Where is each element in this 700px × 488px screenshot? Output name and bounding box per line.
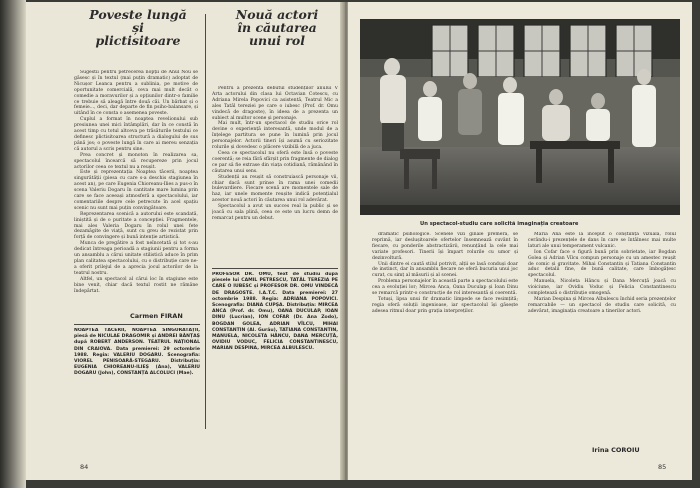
article1-title-line: Poveste lungă: [89, 7, 187, 22]
article2-paragraph: Ceea ce spectacolul nu oferă este însă o poveste coerentă; se reia fără sfârșit prin fragmente de dialog ce par să fie extrase din viața cotidiană, rămânând în căutarea unui sens.: [212, 150, 338, 174]
article2-body: [212, 86, 338, 264]
right-paragraph: Problema personajelor în această parte a spectacolului este cea a evoluției lor; Mircea Anca, Oana Duculap și Ioan Dinu se remarcă printr-o construcție de rol interesantă și coerentă.: [372, 279, 518, 297]
right-column-1: [372, 232, 518, 454]
right-paragraph: dramatic psihologice. Scenele vizi ginale premeră, se reprimă, iar deslușitoarele ofertelor însemnează cuvânt în fiecare, cu ponderile abstractizării, renunțând la cele mai variate profesori. Tinerii își împart rolurile cu umor și dezinvoltură.: [372, 232, 518, 261]
article1-paragraph: Prea concret și monoton în realizarea sa, spectacolul încearcă să recupereze prin jocul actorilor ceea ce textul nu a reușit.: [74, 152, 198, 170]
page-number-left: 84: [80, 463, 89, 471]
article1-paragraph: Munca de pregătire a fost neîncetată și tot s-au dedicat întreaga perioadă a stagiunii pentru a forma un ansamblu a cărui unitate stilistică aduce în prim plan calitatea spectacolului, cu o distribuție care ne-a oferit prilejul de a aprecia jocul actorilor de la teatrul nostru.: [74, 241, 198, 276]
article1-body: [74, 70, 198, 300]
article1-signature: Carmen FIRAN: [130, 312, 183, 320]
article1-paragraph: Reprezentarea scenică a autorului este scandată, liniștită și de o puritate a concepției. Fragmentele, mai ales Valeria Dogaru în rolul unei fete dezamăgite de viață, sunt cu greu de rezistat prin forță de convingere și bună intenție artistică.: [74, 211, 198, 241]
article1-paragraph: Altfel, un spectacol al cărui loc în stagiune este bine venit, chiar dacă textul rostit ne rămâne îndepărtat.: [74, 276, 198, 294]
article2-paragraph: Spectacolul a avut un succes real la public și se joacă cu sala plină, ceea ce este un lucru demn de remarcat pentru un debut.: [212, 204, 338, 221]
article2-title-line: în căutarea: [237, 20, 317, 35]
right-paragraph: Marian Despina și Mircea Albulescu închid seria prezențelor remarcabile — un spectacol de studiu care solicită, cu adevărat, imaginația creatoare a tinerilor actori.: [528, 296, 676, 314]
left-page: [26, 2, 344, 480]
article2-title-line: unui rol: [248, 33, 306, 48]
article2-paragraph: Studenții au reușit să construiască personaje vii, chiar dacă sunt prinse în rama unei comedii bulevardiere. Fiecare scenă are momentele sale de haz, iar unele momente reușite indică potențialul acestor nouă actori în căutarea unui rol adevărat.: [212, 174, 338, 204]
article2-paragraph: Pentru a prezenta debutul studenților anului V Arta actorului din clasa lui Octavian Cotescu, cu Adriana Mirela Popovici ca asistentă, Teatrul Mic a ales Tatăl tereziei pe care o iubesc (Prof. dr. Omu vindecă de dragoste), în ideea de a prezenta un subiect al multor scene și personaje.: [212, 86, 338, 121]
right-paragraph: Totuși, lipsa unui fir dramatic limpede se face resimțită; regia oferă soluții ingenioase, iar spectacolul își găsește adesea ritmul doar prin grația interpreților.: [372, 296, 518, 314]
right-paragraph: Unii dintre ei caută stilul potrivit, alții se lasă conduși doar de instinct, dar în ansamblu fiecare ne oferă bucuria unui joc curat, cu simț al măsurii și al scenei.: [372, 261, 518, 279]
right-signature: Irina COROIU: [592, 446, 640, 454]
book-edge: [0, 0, 26, 488]
article1-title: [88, 8, 188, 47]
page-number-right: 85: [658, 463, 667, 471]
article1-paragraph: Sugestii pentru petrecerea nopții de Anul Nou se găsesc și în textul (mai puțin dramatic) adoptat de Nicușor Leanca pentru a sublinia, pe motive de oportunitate comercială, ceva mai mult decât o comedie a moravurilor și a opțiunilor dintr-o familie ce trebuie să aleagă între două căi. Un bărbat și o femeie..., deci, dar departe de fin psiho-balansare, și uitând în ce consta o asemenea poveste.: [74, 70, 198, 117]
column-divider: [205, 14, 206, 429]
article2-credits: PROFESOR DR. OMU, text de studiu după piesele lui CAMIL PETRESCU, TATĂL TEREZIA PE CARE O IUBESC și PROFESOR DR. OMU VINDECĂ DE DRAGOSTE. I.A.T.C. Data premierei: 27 octombrie 1988. Regia: ADRIANA POPOVICI. Scenografia: DIANA CUPȘA. Distribuția: MIRCEA ANCA (Prof. dr. Omu), OANA DUCULAP, IOAN DINU (Lucrian), ION COFAR (Dr. Ana Zodo), BOGDAN GOLEA, ADRIAN VÎLCU, MIHAI CONSTANTIN (Al. Gurău), TATIANA CONSTANTIN, MANUELA, NICOLETA HÂNCU, DANA MERCUȚĂ, OVIDIU VODUC, FELICIA CONSTANTINESCU, MARIAN DESPINA, MIRCEA ALBULESCU.: [212, 272, 338, 352]
stage-photo-image: [360, 19, 680, 215]
article1-credits: NOAPTEA TĂCERII, NOAPTEA SINGURĂTĂȚII, piesă de NICULAE DRAGOMIR și ANDREI BĂNȚAȘ după ROBERT ANDERSON. TEATRUL NAȚIONAL DIN CRAIOVA. Data premierei: 29 octombrie 1988. Regia: VALERIU DOGARU. Scenografia: VIOREL PENISOARĂ-STEGARU. Distribuția: EUGENIA CHIOREANU-ILIEȘ (Ana), VALERIU DOGARU (John), CONSTANȚA ALCOLUCI (Mae).: [74, 328, 200, 377]
article1-paragraph: Cuplul a format în noaptea revelionului sub presiunea unei mici întâmplări, dar în ce constă în acest timp cu totul altceva pe trăsăturile textului ce definesc plictisitoarea structură a dialogului de sus până jos; o poveste lungă în care ai mereu senzația că autorul a scris pentru sine.: [74, 117, 198, 152]
article1-paragraph: Este și reprezentația Noaptea tăcerii, noaptea singurătății (piesa cu care s-a deschis stagiunea în acest an), pe care Eugenia Chioreanu-Ilies a pus-o în scena Valeriu Dogaru în cantitate mare lumina prin care se face aceeași atmosferă a spectacolului, iar comentariile despre cele petrecute în acel spațiu scenic nu sunt mai puțin convingătoare.: [74, 170, 198, 211]
right-column-2: [528, 232, 676, 444]
stage-photo: [360, 19, 680, 215]
photo-caption: Un spectacol-studiu care solicită imaginația creatoare: [420, 221, 579, 227]
article2-paragraph: Mai mult, într-un spectacol de studiu orice rol devine o experiență interesantă, unde modul de a înțelege partitura se pune în lumină prin jocul personajelor. Actorii tineri își asumă cu seriozitate rolurile și dovedesc o plăcere vizibilă de a juca.: [212, 121, 338, 151]
article1-title-line: și plictisitoare: [95, 20, 181, 48]
article2-title-line: Nouă actori: [235, 7, 319, 22]
right-paragraph: Maria Ana este la început o conștiință vizuală, rolul cerându-i prezențele de dans în care se întâlnesc mai multe laturi ale unui temperament vulcanic.: [528, 232, 676, 249]
right-paragraph: Manuela, Nicoleta Hâncu și Dana Mercuță joacă cu vioiciune, iar Ovidiu Voduc și Felicia Constantinescu completează o distribuție omogenă.: [528, 279, 676, 297]
credits-rule: [212, 268, 338, 269]
credits-rule: [74, 324, 200, 325]
article2-title: [222, 8, 332, 47]
right-paragraph: Ion Cofar face o figură bună prin sobrietate, iar Bogdan Golea și Adrian Vîlcu compun personaje cu un amestec reușit de comic și gravitate. Mihai Constantin și Tatiana Constantin aduc detalii fine, de bună calitate, care îmbogățesc spectacolul.: [528, 249, 676, 279]
